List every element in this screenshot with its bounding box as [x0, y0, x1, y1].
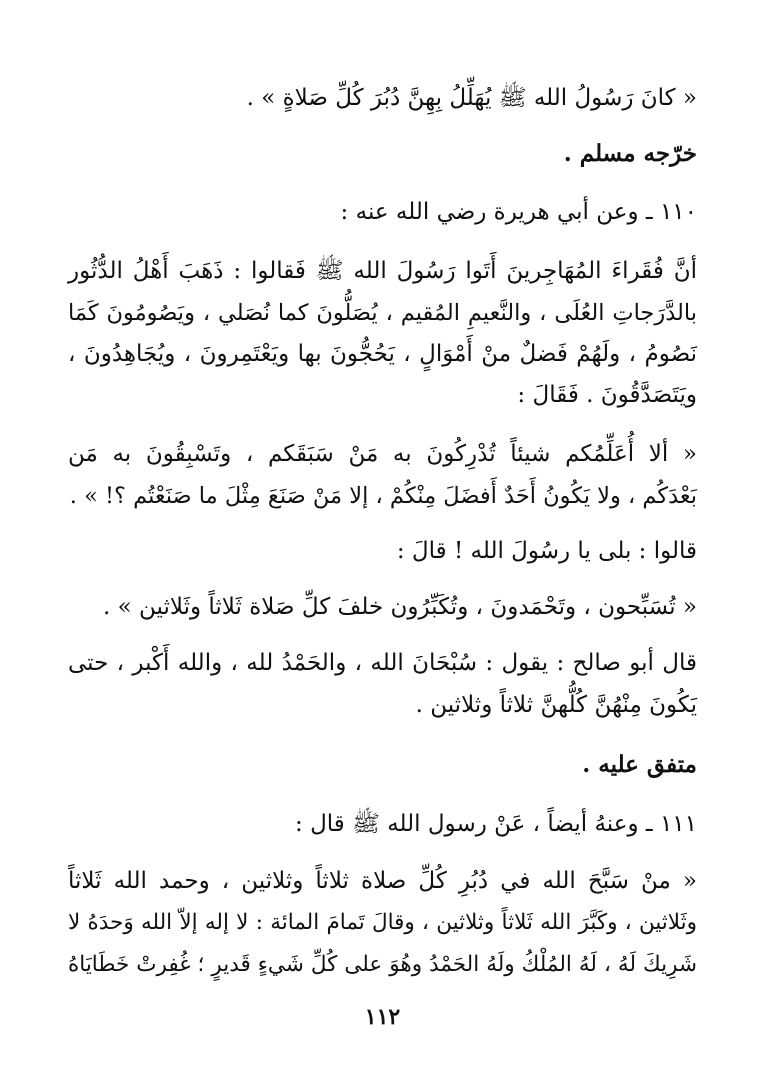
text-line-11: « تُسَبِّحون ، وتَحْمَدونَ ، وتُكَبِّرُون خلفَ كلِّ صَلاة ثَلاثاً وثَلاثين » . — [102, 594, 697, 620]
text-line-16: « منْ سَبَّحَ الله في دُبُرِ كُلِّ صلاة ثلاثاً وثلاثين ، وحمد الله ثَلاثاً — [68, 868, 697, 894]
hadith-110-heading: ١١٠ ـ وعن أبي هريرة رضي الله عنه : — [340, 199, 697, 225]
text-line-13: يَكُونَ مِنْهُنَّ كُلُّهنَّ ثلاثاً وثلاثين . — [415, 692, 697, 718]
text-line-17: وثَلاثين ، وكَبَّرَ الله ثَلاثاً وثلاثين ، وقالَ تَمامَ المائة : لا إله إلاّ الله وَحدَهُ لا — [68, 910, 697, 935]
hadith-111-heading: ١١١ ـ وعنهُ أيضاً ، عَنْ رسول الله ﷺ قال : — [295, 811, 697, 837]
text-line-18: شَرِيكَ لَهُ ، لَهُ المُلْكُ ولَهُ الحَمْدُ وهُوَ على كُلِّ شَيءٍ قَديرٍ ؛ غُفِرتْ خَطَايَاهُ — [68, 952, 697, 977]
text-line-4: أنَّ فُقَراءَ المُهَاجِرينَ أَتَوا رَسُولَ الله ﷺ فَقالوا : ذَهَبَ أَهْلُ الدُّثُور — [68, 258, 697, 284]
text-line-9: بَعْدَكُم ، ولا يَكُونُ أَحَدٌ أَفضَلَ مِنْكُمْ ، إلا مَنْ صَنَعَ مِثْلَ ما صَنَعْتُم ؟! » . — [69, 483, 697, 509]
source-note-muslim: خرّجه مسلم . — [563, 140, 697, 167]
page-number: ١١٢ — [364, 1004, 401, 1030]
text-line-10: قالوا : بلى يا رسُولَ الله ! قالَ : — [396, 538, 697, 564]
text-line-12: قال أبو صالح : يقول : سُبْحَانَ الله ، والحَمْدُ لله ، والله أَكْبر ، حتى — [68, 650, 697, 676]
text-line-7: ويَتَصَدَّقُونَ . فَقَالَ : — [517, 382, 697, 408]
text-line-5: بالدَّرَجاتِ العُلَى ، والنَّعيمِ المُقيم ، يُصَلُّونَ كما نُصَلي ، ويَصُومُونَ كَمَا — [68, 300, 697, 326]
text-line-1: « كانَ رَسُولُ الله ﷺ يُهَلِّلُ بِهِنَّ دُبُرَ كُلِّ صَلاةٍ » . — [246, 85, 697, 111]
source-note-agreed: متفق عليه . — [582, 751, 697, 778]
text-line-8: « ألا أُعَلِّمُكم شيئاً تُدْرِكُونَ به مَنْ سَبَقَكم ، وتَسْبِقُونَ به مَن — [68, 441, 697, 467]
document-page — [68, 62, 697, 1062]
text-line-6: نَصُومُ ، ولَهُمْ فَضلٌ منْ أَمْوَالٍ ، يَحُجُّونَ بها ويَعْتَمِرونَ ، ويُجَاهِدُونَ ، — [68, 341, 697, 367]
